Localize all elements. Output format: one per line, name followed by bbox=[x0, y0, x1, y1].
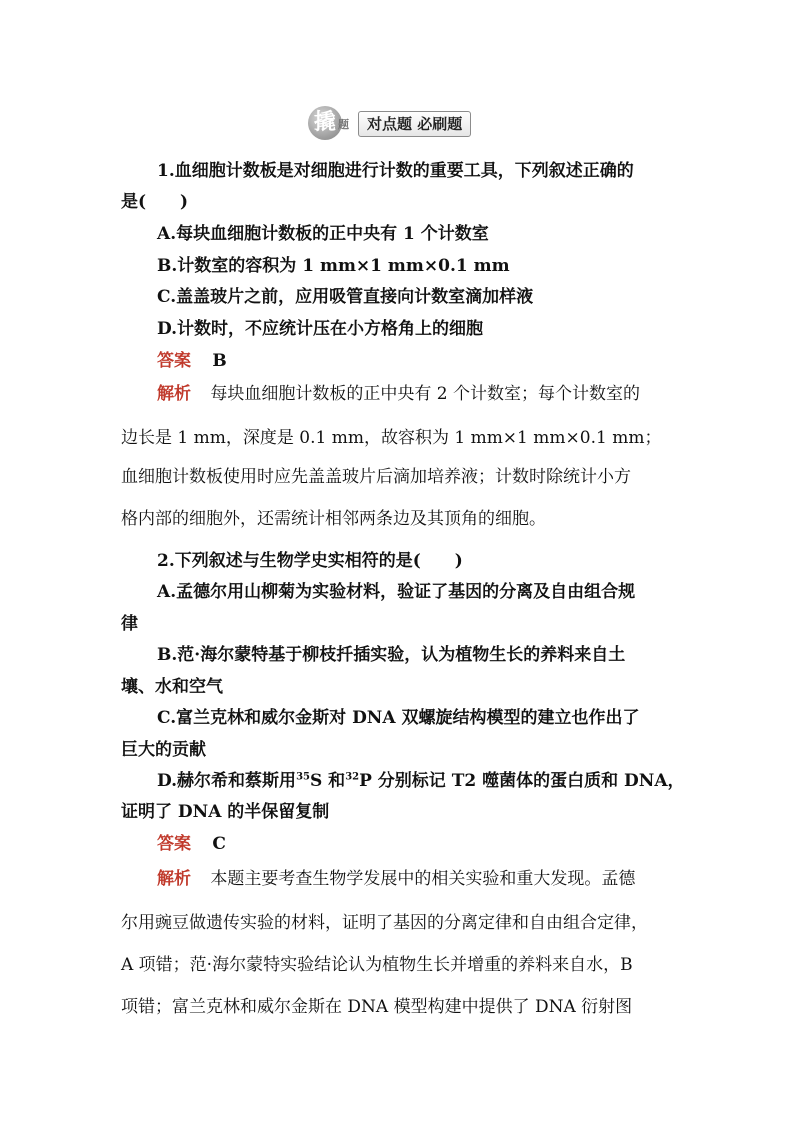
q1-analysis-line4: 格内部的细胞外，还需统计相邻两条边及其顶角的细胞。 bbox=[121, 509, 546, 529]
q2-option-c-line1: C.富兰克林和威尔金斯对 DNA 双螺旋结构模型的建立也作出了 bbox=[157, 708, 640, 728]
q1-answer-row bbox=[157, 348, 227, 374]
q2-stem: 2.下列叙述与生物学史实相符的是( ) bbox=[157, 551, 463, 571]
q1-option-d: D.计数时，不应统计压在小方格角上的细胞 bbox=[157, 319, 484, 339]
q1-option-c: C.盖盖玻片之前，应用吸管直接向计数室滴加样液 bbox=[157, 287, 534, 307]
q2-answer-row bbox=[157, 831, 226, 857]
q2-option-d-mid: S 和 bbox=[309, 771, 346, 791]
q2-option-d-sup1: 35 bbox=[296, 771, 310, 783]
q2-option-a-line2: 律 bbox=[121, 614, 138, 634]
q2-analysis-label: 解析 bbox=[157, 869, 191, 889]
q2-option-a-line1: A.孟德尔用山柳菊为实验材料，验证了基因的分离及自由组合规 bbox=[157, 582, 636, 602]
badge-icon: 撬 bbox=[308, 106, 342, 140]
q2-option-d-pre: D.赫尔希和蔡斯用 bbox=[157, 771, 297, 791]
q2-option-c-line2: 巨大的贡献 bbox=[121, 740, 206, 760]
q1-answer-value: B bbox=[212, 351, 227, 371]
q2-option-d-sup2: 32 bbox=[345, 771, 360, 783]
q1-analysis-line2: 边长是 1 mm，深度是 0.1 mm，故容积为 1 mm×1 mm×0.1 mm； bbox=[121, 428, 662, 448]
q1-answer-label: 答案 bbox=[157, 351, 191, 371]
q2-analysis-line4: 项错；富兰克林和威尔金斯在 DNA 模型构建中提供了 DNA 衍射图 bbox=[121, 997, 633, 1017]
q2-option-b-line1: B.范·海尔蒙特基于柳枝扦插实验，认为植物生长的养料来自土 bbox=[157, 645, 626, 665]
q2-analysis-line2: 尔用豌豆做遗传实验的材料，证明了基因的分离定律和自由组合定律， bbox=[121, 913, 648, 933]
q2-analysis-line3: A 项错；范·海尔蒙特实验结论认为植物生长并增重的养料来自水，B bbox=[121, 955, 633, 975]
q1-stem-line1: 1.血细胞计数板是对细胞进行计数的重要工具，下列叙述正确的 bbox=[157, 161, 634, 181]
q1-option-b: B.计数室的容积为 1 mm×1 mm×0.1 mm bbox=[157, 256, 510, 276]
q2-answer-value: C bbox=[212, 834, 226, 854]
badge-icon-subtext: 题 bbox=[338, 118, 349, 131]
badge-label: 对点题 必刷题 bbox=[358, 111, 471, 137]
q1-option-a: A.每块血细胞计数板的正中央有 1 个计数室 bbox=[157, 224, 489, 244]
q2-analysis-line1 bbox=[157, 866, 635, 892]
q1-analysis-label: 解析 bbox=[157, 384, 191, 404]
q2-option-d-line2: 证明了 DNA 的半保留复制 bbox=[121, 802, 330, 822]
section-badge bbox=[308, 104, 486, 144]
q2-analysis-text1: 本题主要考查生物学发展中的相关实验和重大发现。孟德 bbox=[210, 869, 636, 889]
q2-option-d-post: P 分别标记 T2 噬菌体的蛋白质和 DNA， bbox=[359, 771, 685, 791]
q1-analysis-text1: 每块血细胞计数板的正中央有 2 个计数室；每个计数室的 bbox=[210, 384, 641, 404]
q2-option-d-line1 bbox=[157, 768, 685, 794]
q2-option-b-line2: 壤、水和空气 bbox=[121, 677, 223, 697]
q1-analysis-line3: 血细胞计数板使用时应先盖盖玻片后滴加培养液；计数时除统计小方 bbox=[121, 467, 631, 487]
q2-answer-label: 答案 bbox=[157, 834, 191, 854]
q1-analysis-line1 bbox=[157, 381, 640, 407]
q1-stem-line2: 是( ) bbox=[121, 192, 189, 212]
